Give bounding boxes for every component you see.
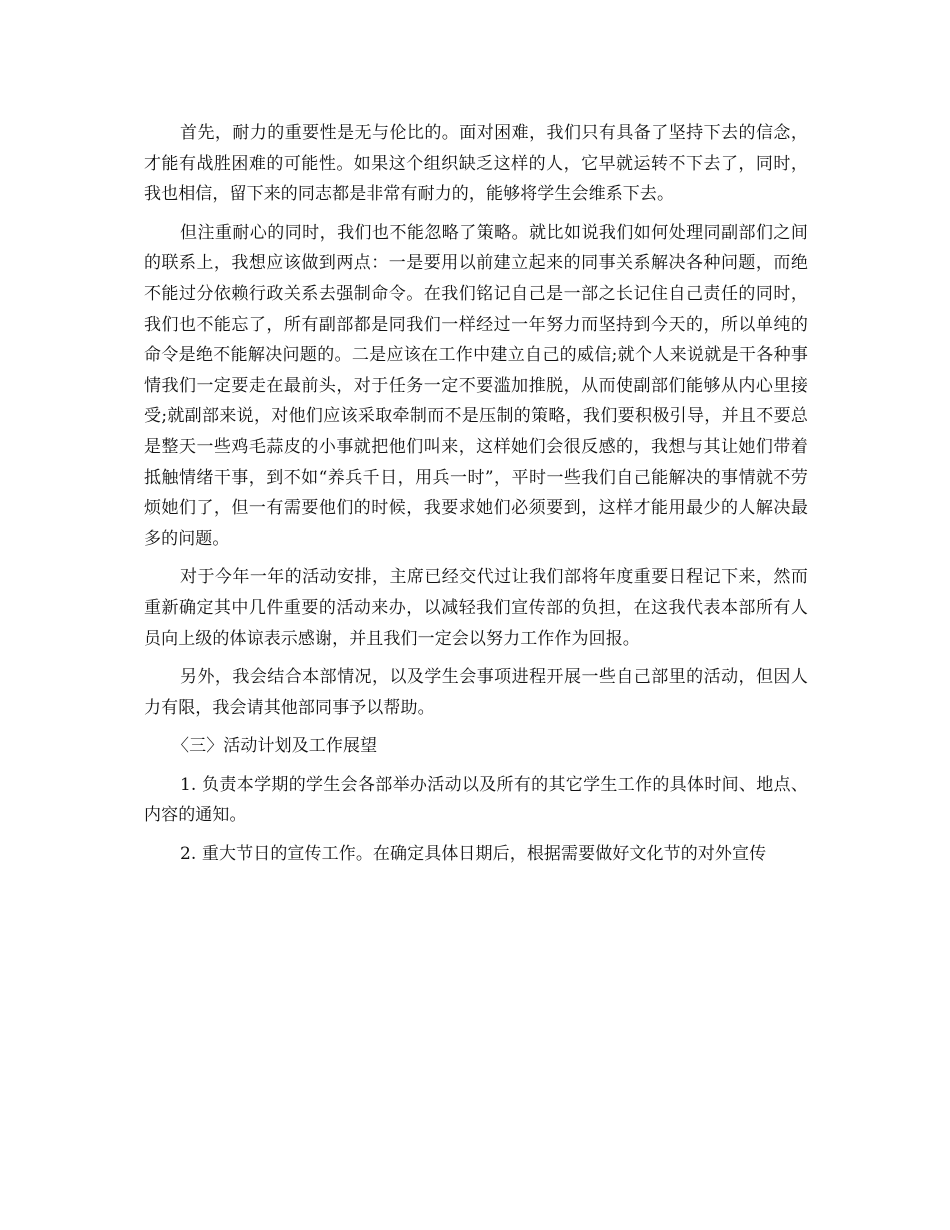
- paragraph-strategy: 但注重耐心的同时，我们也不能忽略了策略。就比如说我们如何处理同副部们之间的联系上，我想应该做到两点：一是要用以前建立起来的同事关系解决各种问题，而绝不能过分依赖行政关系去强制命令。在我们铭记自己是一部之长记住自己责任的同时，我们也不能忘了，所有副部都是同我们一样经过一年努力而坚持到今天的，所以单纯的命令是绝不能解决问题的。二是应该在工作中建立自己的威信;就个人来说就是干各种事情我们一定要走在最前头，对于任务一定不要滥加推脱，从而使副部们能够从内心里接受;就副部来说，对他们应该采取牵制而不是压制的策略，我们要积极引导，并且不要总是整天一些鸡毛蒜皮的小事就把他们叫来，这样她们会很反感的，我想与其让她们带着抵触情绪干事，到不如“养兵千日，用兵一时”，平时一些我们自己能解决的事情就不劳烦她们了，但一有需要他们的时候，我要求她们必须要到，这样才能用最少的人解决最多的问题。: [144, 222, 808, 549]
- list-item-2: 2. 重大节日的宣传工作。在确定具体日期后，根据需要做好文化节的对外宣传: [180, 844, 767, 865]
- document-body: [144, 118, 808, 870]
- section-heading: 〈三〉活动计划及工作展望: [172, 736, 378, 757]
- list-item-1: 1. 负责本学期的学生会各部举办活动以及所有的其它学生工作的具体时间、地点、内容的通知。: [144, 774, 808, 826]
- paragraph-activity-arrangement: 对于今年一年的活动安排，主席已经交代过让我们部将年度重要日程记下来，然而重新确定其中几件重要的活动来办，以减轻我们宣传部的负担，在这我代表本部所有人员向上级的体谅表示感谢，并且我们一定会以努力工作作为回报。: [144, 567, 808, 649]
- paragraph-department-activities: 另外，我会结合本部情况，以及学生会事项进程开展一些自己部里的活动，但因人力有限，我会请其他部同事予以帮助。: [144, 667, 808, 718]
- paragraph-perseverance: 首先，耐力的重要性是无与伦比的。面对困难，我们只有具备了坚持下去的信念，才能有战胜困难的可能性。如果这个组织缺乏这样的人，它早就运转不下去了，同时，我也相信，留下来的同志都是非常有耐力的，能够将学生会维系下去。: [144, 123, 808, 205]
